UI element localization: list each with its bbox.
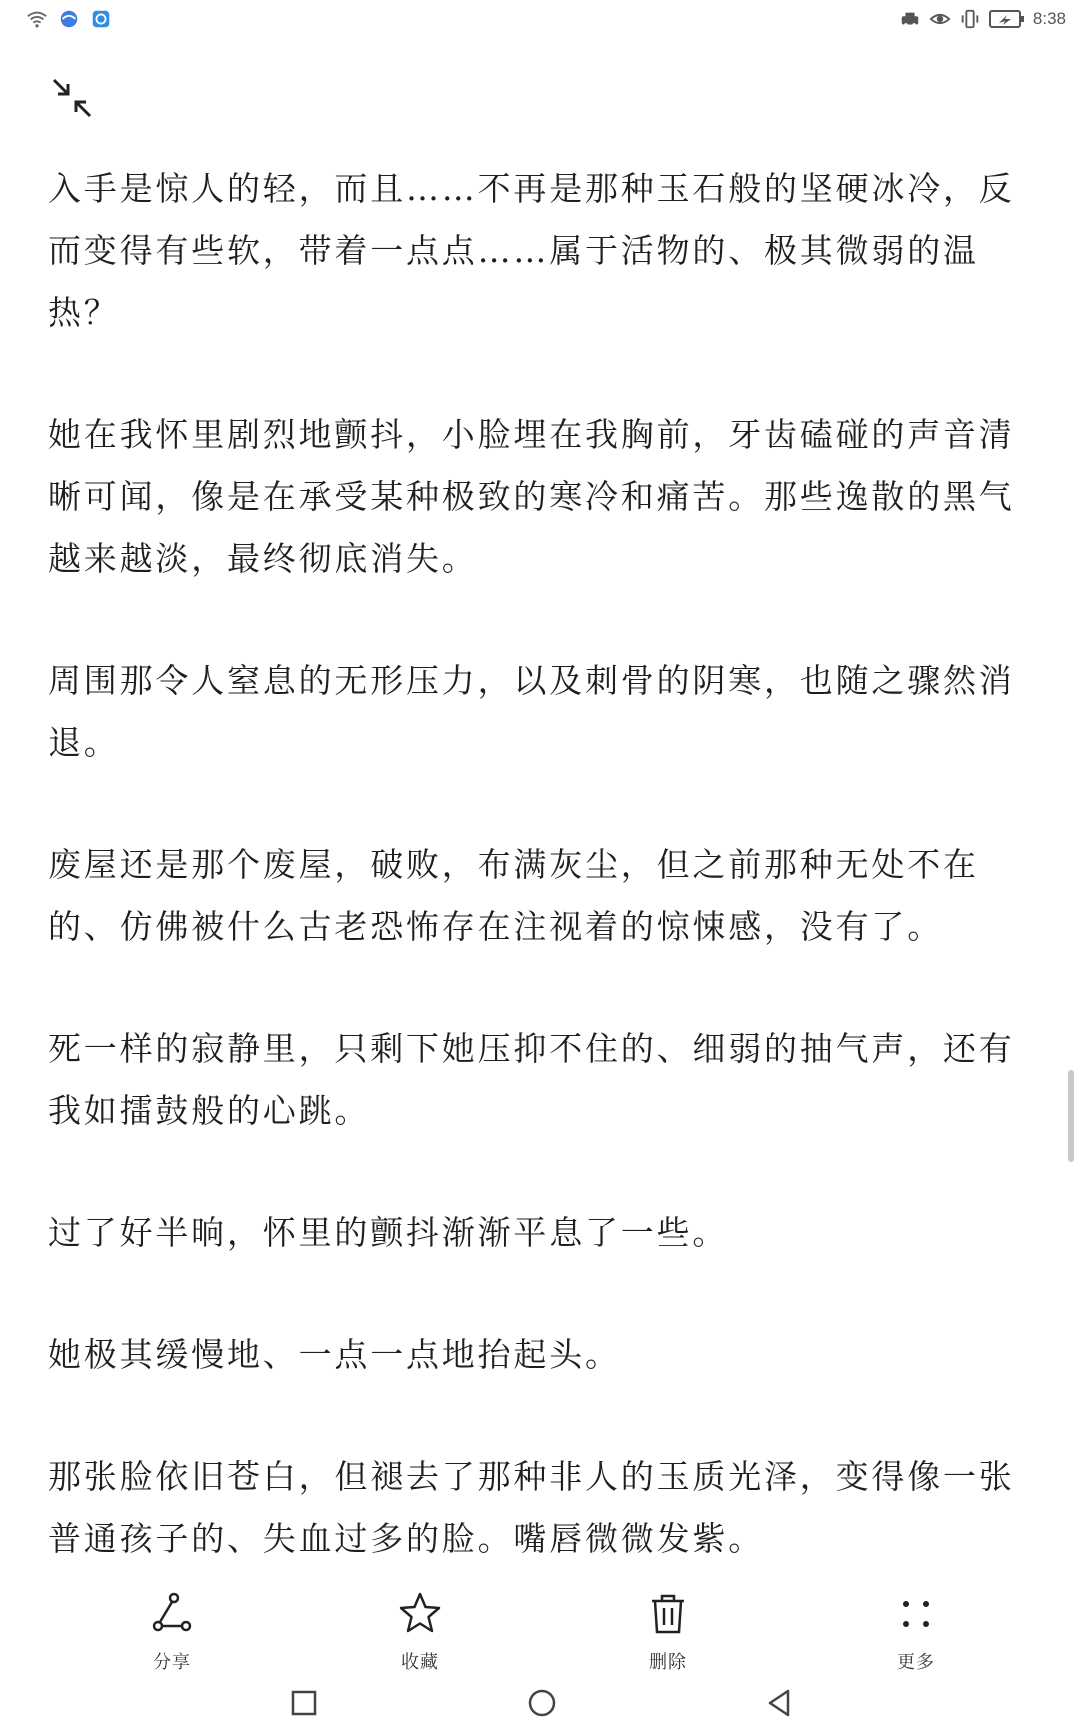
wifi-icon xyxy=(26,8,48,30)
paragraph: 那张脸依旧苍白，但褪去了那种非人的玉质光泽，变得像一张普通孩子的、失血过多的脸。嘴唇微微发紫。 xyxy=(48,1457,1015,1558)
star-icon xyxy=(396,1590,444,1638)
paragraph: 周围那令人窒息的无形压力，以及刺骨的阴寒，也随之骤然消退。 xyxy=(48,661,1015,762)
favorite-label: 收藏 xyxy=(401,1652,439,1673)
browser-icon xyxy=(58,8,80,30)
scroll-indicator[interactable] xyxy=(1068,1070,1074,1162)
paragraph: 入手是惊人的轻，而且……不再是那种玉石般的坚硬冰冷，反而变得有些软，带着一点点……属于活物的、极其微弱的温热？ xyxy=(48,169,1015,332)
more-label: 更多 xyxy=(897,1652,935,1673)
trash-icon xyxy=(644,1590,692,1638)
paragraph: 废屋还是那个废屋，破败，布满灰尘，但之前那种无处不在的、仿佛被什么古老恐怖存在注视着的惊悚感，没有了。 xyxy=(48,845,979,946)
home-icon[interactable] xyxy=(522,1686,562,1722)
status-left xyxy=(26,8,112,30)
delete-label: 删除 xyxy=(649,1652,687,1673)
app-icon xyxy=(90,8,112,30)
paragraph: 死一样的寂静里，只剩下她压抑不住的、细弱的抽气声，还有我如擂鼓般的心跳。 xyxy=(48,1029,1015,1130)
navigation-bar xyxy=(0,1680,1080,1728)
recent-apps-icon[interactable] xyxy=(284,1686,324,1722)
delete-button[interactable] xyxy=(598,1590,738,1674)
bottom-toolbar xyxy=(0,1580,1080,1680)
share-label: 分享 xyxy=(153,1652,191,1673)
vibrate-icon xyxy=(959,8,981,30)
paragraph: 过了好半晌，怀里的颤抖渐渐平息了一些。 xyxy=(48,1213,729,1252)
more-button[interactable] xyxy=(846,1590,986,1674)
paragraph: 她在我怀里剧烈地颤抖，小脸埋在我胸前，牙齿磕碰的声音清晰可闻，像是在承受某种极致的寒冷和痛苦。那些逸散的黑气越来越淡，最终彻底消失。 xyxy=(48,415,1015,578)
favorite-button[interactable] xyxy=(350,1590,490,1674)
battery-icon xyxy=(989,8,1025,30)
share-button[interactable] xyxy=(102,1590,242,1674)
car-icon xyxy=(899,8,921,30)
more-icon xyxy=(892,1590,940,1638)
status-right xyxy=(899,8,1066,30)
status-time: 8:38 xyxy=(1032,9,1066,28)
reader-content xyxy=(48,158,1040,1630)
status-bar xyxy=(0,0,1080,40)
paragraph: 她极其缓慢地、一点一点地抬起头。 xyxy=(48,1335,621,1374)
back-icon[interactable] xyxy=(760,1686,800,1722)
share-icon xyxy=(148,1590,196,1638)
eye-icon xyxy=(929,8,951,30)
collapse-icon[interactable] xyxy=(50,76,94,120)
